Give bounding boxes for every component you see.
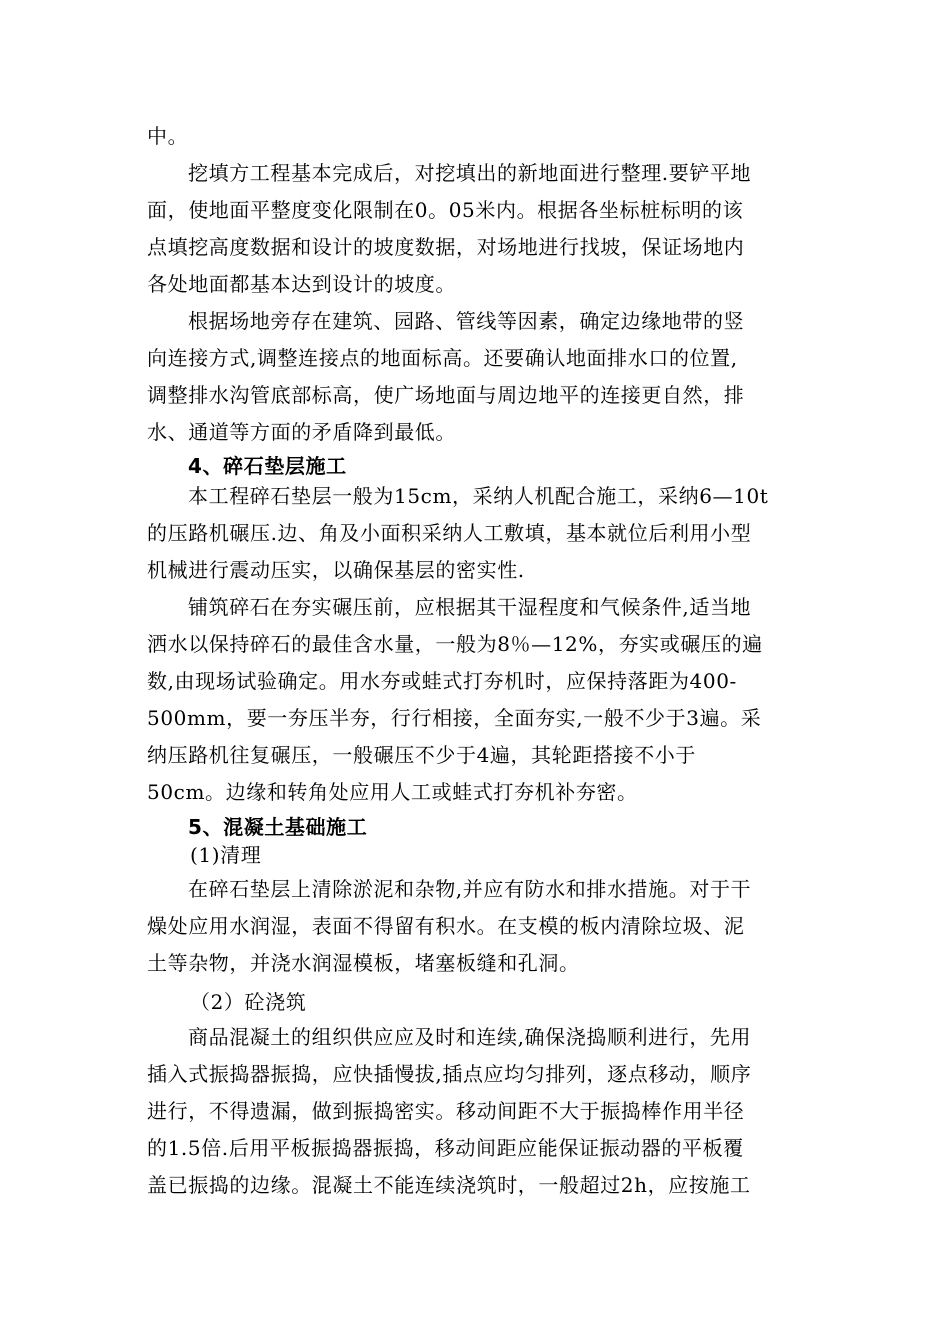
text-line: 的1.5倍.后用平板振捣器振捣，移动间距应能保证振动器的平板覆 bbox=[147, 1136, 744, 1160]
subsection-heading: (1)清理 bbox=[190, 843, 262, 867]
text-line: 调整排水沟管底部标高，使广场地面与周边地平的连接更自然，排 bbox=[147, 383, 745, 407]
text-line: 纳压路机往复碾压，一般碾压不少于4遍，其轮距搭接不小于 bbox=[147, 743, 696, 767]
text-line: 各处地面都基本达到设计的坡度。 bbox=[147, 272, 456, 296]
text-line: 向连接方式,调整连接点的地面标高。还要确认地面排水口的位置, bbox=[147, 346, 738, 370]
text-line: 商品混凝土的组织供应应及时和连续,确保浇捣顺利进行，先用 bbox=[188, 1025, 752, 1049]
text-line: 盖已振捣的边缘。混凝土不能连续浇筑时，一般超过2h，应按施工 bbox=[147, 1173, 751, 1197]
text-line: 50cm。边缘和转角处应用人工或蛙式打夯机补夯密。 bbox=[147, 780, 638, 804]
section-heading: 4、碎石垫层施工 bbox=[188, 454, 347, 478]
text-line: 中。 bbox=[147, 124, 189, 148]
text-line: 本工程碎石垫层一般为15cm，采纳人机配合施工，采纳6—10t bbox=[188, 484, 769, 508]
text-line: 500mm，要一夯压半夯，行行相接，全面夯实,一般不少于3遍。采 bbox=[147, 706, 762, 730]
text-line: 插入式振捣器振捣，应快插慢拔,插点应均匀排列，逐点移动，顺序 bbox=[147, 1062, 752, 1086]
text-line: 洒水以保持碎石的最佳含水量，一般为8％—12%，夯实或碾压的遍 bbox=[147, 632, 763, 656]
text-line: 根据场地旁存在建筑、园路、管线等因素，确定边缘地带的竖 bbox=[188, 309, 745, 333]
subsection-heading: （2）砼浇筑 bbox=[190, 990, 307, 1014]
section-heading: 5、混凝土基础施工 bbox=[188, 815, 368, 839]
text-line: 点填挖高度数据和设计的坡度数据，对场地进行找坡，保证场地内 bbox=[147, 235, 745, 259]
text-line: 的压路机碾压.边、角及小面积采纳人工敷填，基本就位后利用小型 bbox=[147, 521, 752, 545]
text-line: 挖填方工程基本完成后，对挖填出的新地面进行整理.要铲平地 bbox=[188, 161, 752, 185]
text-line: 进行，不得遗漏，做到振捣密实。移动间距不大于振捣棒作用半径 bbox=[147, 1099, 745, 1123]
text-line: 数,由现场试验确定。用水夯或蛙式打夯机时，应保持落距为400- bbox=[147, 669, 737, 693]
text-line: 燥处应用水润湿，表面不得留有积水。在支模的板内清除垃圾、泥 bbox=[147, 914, 745, 938]
text-line: 机械进行震动压实，以确保基层的密实性. bbox=[147, 558, 525, 582]
text-line: 水、通道等方面的矛盾降到最低。 bbox=[147, 420, 456, 444]
text-line: 铺筑碎石在夯实碾压前，应根据其干湿程度和气候条件,适当地 bbox=[188, 595, 752, 619]
text-line: 面，使地面平整度变化限制在0。05米内。根据各坐标桩标明的该 bbox=[147, 198, 744, 222]
text-line: 土等杂物，并浇水润湿模板，堵塞板缝和孔洞。 bbox=[147, 951, 580, 975]
text-line: 在碎石垫层上清除淤泥和杂物,并应有防水和排水措施。对于干 bbox=[188, 877, 752, 901]
